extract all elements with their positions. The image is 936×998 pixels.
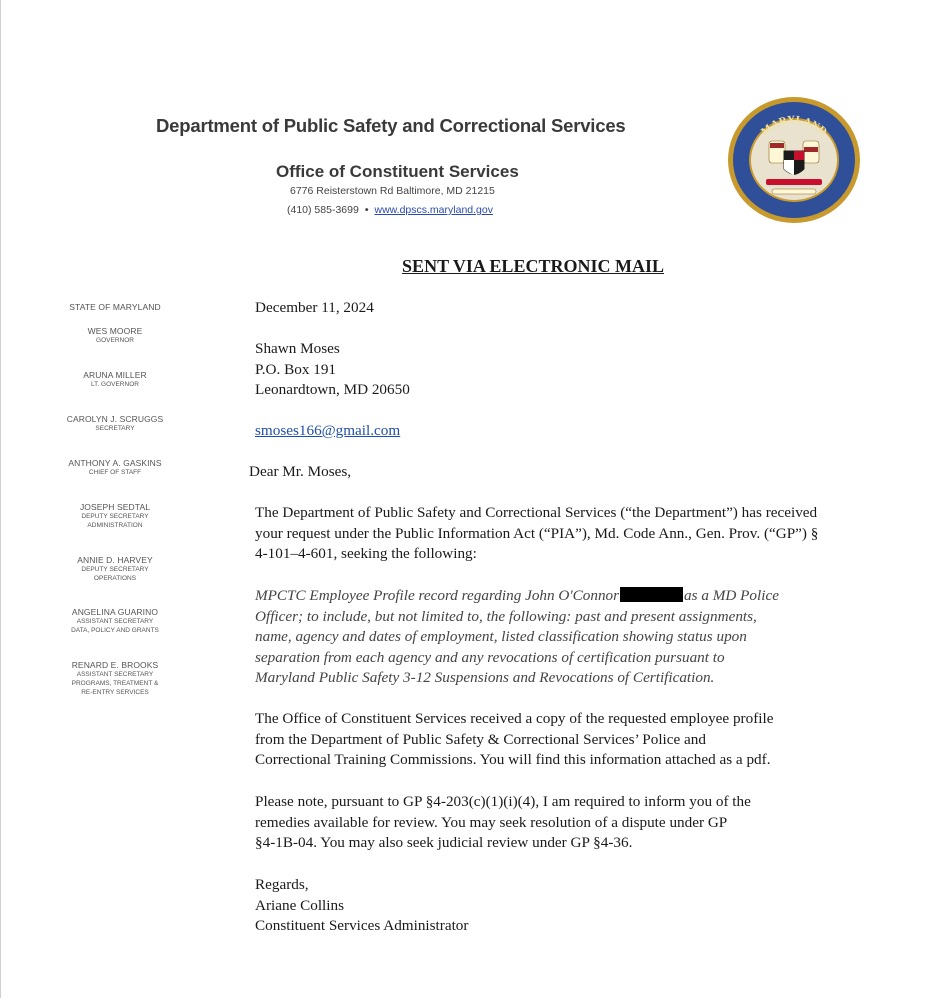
sidebar-official <box>40 502 190 530</box>
recipient-block <box>255 339 895 401</box>
request-line: separation from each agency and any revocations of certification pursuant to <box>255 648 725 666</box>
sidebar-official <box>40 326 190 345</box>
maryland-seal-logo <box>726 95 862 225</box>
paragraph-line: §4-1B-04. You may also seek judicial review under GP §4-36. <box>255 834 633 851</box>
signer-title: Constituent Services Administrator <box>255 917 469 934</box>
redaction-box <box>620 587 683 602</box>
department-title: Department of Public Safety and Correctional Services <box>156 115 626 136</box>
request-quote <box>255 586 895 689</box>
sidebar-official <box>40 458 190 477</box>
official-title: CHIEF OF STAFF <box>88 469 142 476</box>
official-title: GOVERNOR <box>96 337 134 344</box>
request-text-before-redaction: MPCTC Employee Profile record regarding John O'Connor <box>255 587 620 604</box>
office-contact <box>287 204 493 216</box>
letter-date: December 11, 2024 <box>255 299 374 316</box>
recipient-email-row <box>255 421 895 442</box>
sidebar-state-label: STATE OF MARYLAND <box>69 302 161 312</box>
paragraph-line: your request under the Public Information Act (“PIA”), Md. Code Ann., Gen. Prov. (“GP”) § <box>255 524 819 542</box>
signer-name: Ariane Collins <box>255 896 345 914</box>
paragraph-profile <box>255 709 895 771</box>
request-line: Maryland Public Safety 3-12 Suspensions and Revocations of Certification. <box>255 669 715 686</box>
request-line: name, agency and dates of employment, listed classification showing status upon <box>255 628 747 645</box>
paragraph-intro <box>255 503 895 565</box>
official-name: ANNIE D. HARVEY <box>77 555 153 565</box>
sent-via-heading: SENT VIA ELECTRONIC MAIL <box>402 256 664 276</box>
official-title: SECRETARY <box>95 425 135 432</box>
paragraph-line: Please note, pursuant to GP §4-203(c)(1)(i)(4), I am required to inform you of the <box>255 793 751 810</box>
salutation: Dear Mr. Moses, <box>249 463 352 480</box>
official-title: ASSISTANT SECRETARY DATA, POLICY AND GRANTS <box>71 618 159 634</box>
paragraph-line: The Office of Constituent Services received a copy of the requested employee profile <box>255 710 774 727</box>
official-name: JOSEPH SEDTAL <box>79 502 151 512</box>
signature-block <box>255 875 895 937</box>
official-name: ARUNA MILLER <box>83 370 147 380</box>
request-text-after-redaction: as a MD Police <box>684 587 779 604</box>
sidebar-official <box>40 555 190 583</box>
sidebar-official <box>40 660 190 697</box>
office-phone: (410) 585-3699 <box>287 204 359 216</box>
paragraph-line: The Department of Public Safety and Correctional Services (“the Department”) has received <box>255 504 818 521</box>
paragraph-line: from the Department of Public Safety & Correctional Services’ Police and <box>255 730 706 748</box>
paragraph-line: Correctional Training Commissions. You will find this information attached as a pdf. <box>255 751 771 768</box>
request-line: Officer; to include, but not limited to, the following: past and present assignments, <box>255 607 757 625</box>
official-name: CAROLYN J. SCRUGGS <box>66 414 164 424</box>
sidebar-official <box>40 370 190 389</box>
page-edge <box>0 0 1 998</box>
office-title: Office of Constituent Services <box>276 162 519 181</box>
closing: Regards, <box>255 876 309 893</box>
seal-text: MARYLAND <box>758 113 830 138</box>
recipient-address-line2: Leonardtown, MD 20650 <box>255 381 410 398</box>
recipient-address-line1: P.O. Box 191 <box>255 360 337 378</box>
recipient-name: Shawn Moses <box>255 340 340 357</box>
office-address: 6776 Reisterstown Rd Baltimore, MD 21215 <box>290 185 495 197</box>
official-name: ANTHONY A. GASKINS <box>68 458 162 468</box>
sidebar-official <box>40 607 190 635</box>
separator-dot: • <box>364 204 369 216</box>
official-name: ANGELINA GUARINO <box>71 607 159 617</box>
sidebar-state <box>40 302 190 312</box>
official-name: WES MOORE <box>87 326 143 336</box>
official-title: ASSISTANT SECRETARY PROGRAMS, TREATMENT & RE-ENTRY SERVICES <box>71 671 159 696</box>
official-title: DEPUTY SECRETARY ADMINISTRATION <box>81 513 149 529</box>
paragraph-remedies <box>255 792 895 854</box>
official-title: LT. GOVERNOR <box>91 381 139 388</box>
sidebar-official <box>40 414 190 433</box>
paragraph-line: 4-101–4-601, seeking the following: <box>255 545 477 562</box>
official-title: DEPUTY SECRETARY OPERATIONS <box>81 566 149 582</box>
office-website-link[interactable]: www.dpscs.maryland.gov <box>374 204 493 216</box>
official-name: RENARD E. BROOKS <box>71 660 159 670</box>
recipient-email-link[interactable]: smoses166@gmail.com <box>255 422 401 439</box>
paragraph-line: remedies available for review. You may seek resolution of a dispute under GP <box>255 813 728 831</box>
request-line <box>255 586 895 607</box>
